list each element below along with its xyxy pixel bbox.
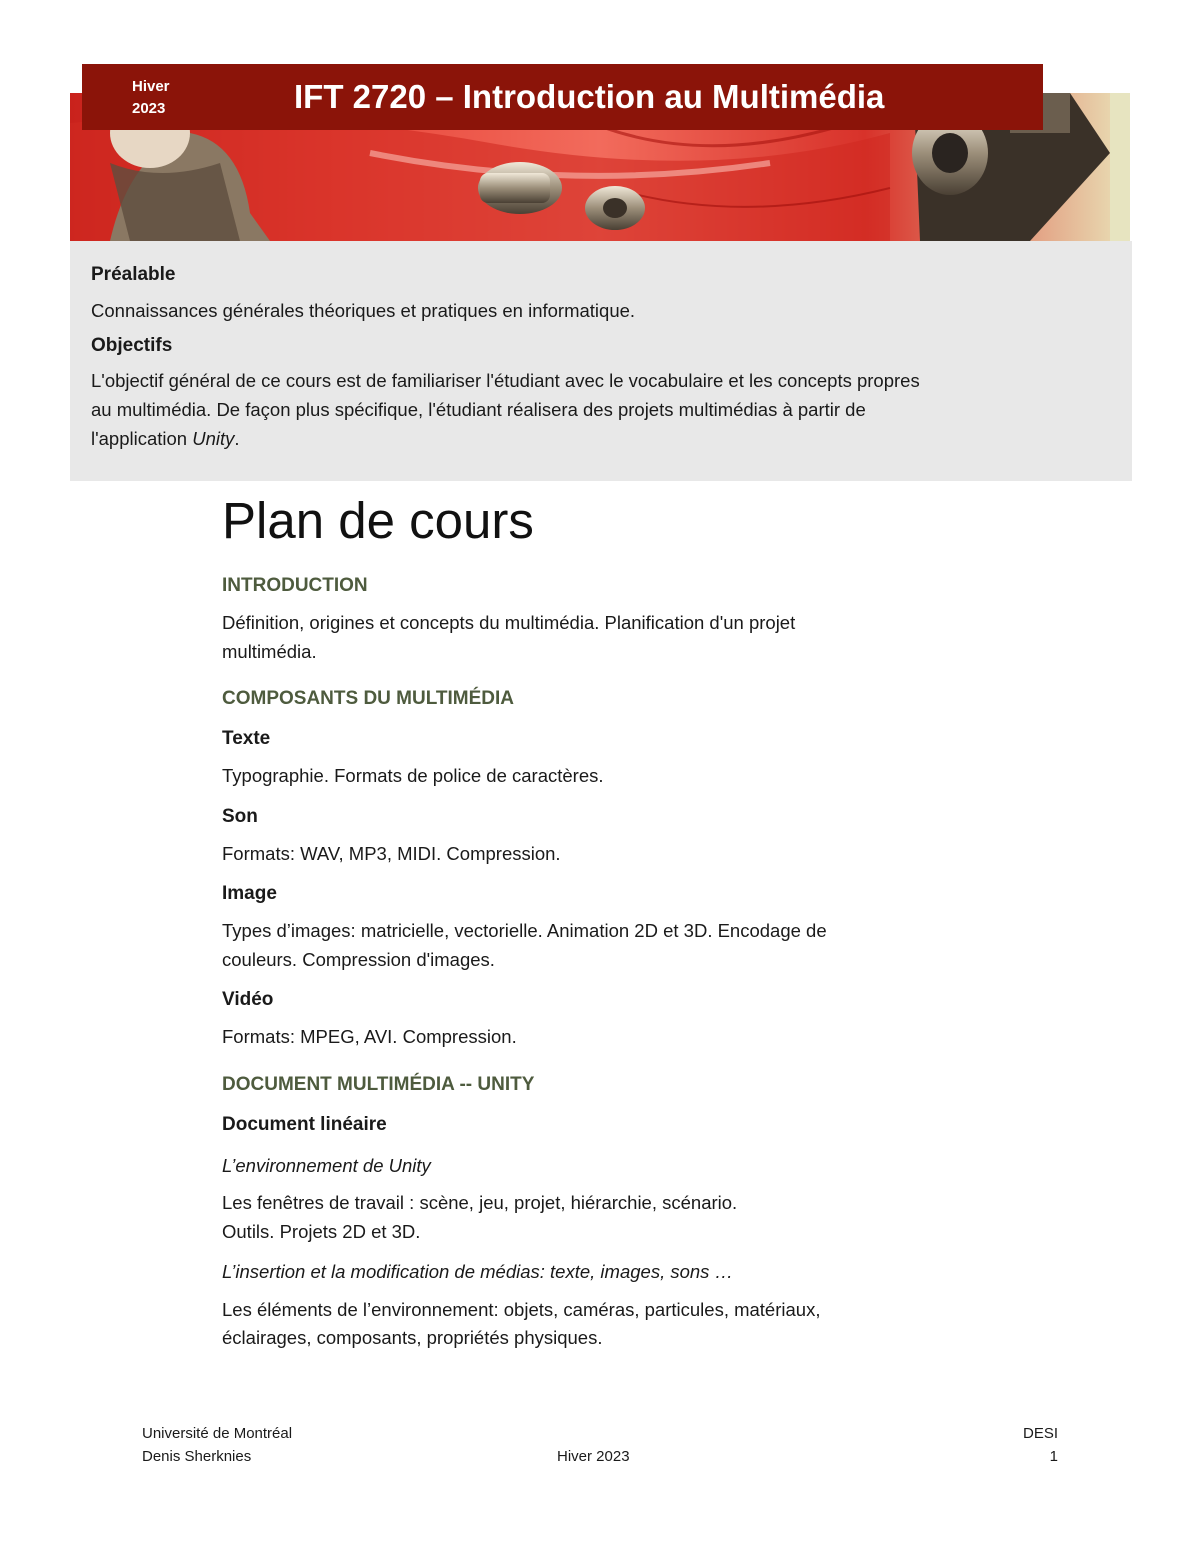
image-text-line: couleurs. Compression d'images. — [222, 948, 495, 970]
semester-label — [132, 76, 170, 120]
texte-text: Typographie. Formats de police de caractères. — [222, 765, 604, 786]
footer-department: DESI — [1022, 1425, 1058, 1442]
subheading-son: Son — [222, 805, 258, 827]
subheading-video: Vidéo — [222, 989, 274, 1010]
insertion-subtitle: L’insertion et la modification de médias: texte, images, sons … — [222, 1261, 734, 1282]
prerequisite-text: Connaissances générales théoriques et pratiques en informatique. — [91, 300, 636, 321]
objectives-line: L'objectif général de ce cours est de familiariser l'étudiant avec le vocabulaire et les concepts propres — [91, 370, 920, 391]
section-heading-introduction: INTRODUCTION — [222, 575, 368, 596]
environment-text-line: Les fenêtres de travail : scène, jeu, projet, hiérarchie, scénario. — [222, 1192, 738, 1213]
subheading-linear-document: Document linéaire — [222, 1113, 387, 1135]
semester-year: 2023 — [132, 100, 166, 117]
section-heading-document: DOCUMENT MULTIMÉDIA -- UNITY — [222, 1073, 535, 1095]
environment-text-line: Outils. Projets 2D et 3D. — [222, 1220, 421, 1242]
objectives-text — [91, 366, 1101, 453]
page-number: 1 — [1049, 1448, 1058, 1465]
objectives-heading: Objectifs — [91, 335, 173, 356]
prerequisite-heading: Préalable — [91, 264, 176, 285]
unity-app-name: Unity — [192, 428, 235, 449]
footer-author: Denis Sherknies — [142, 1448, 252, 1465]
course-title: IFT 2720 – Introduction au Multimédia — [294, 78, 885, 115]
objectives-line: au multimédia. De façon plus spécifique, l'étudiant réalisera des projets multimédias à partir de — [91, 399, 866, 420]
intro-text-line: Définition, origines et concepts du multimédia. Planification d'un projet — [222, 612, 796, 633]
objectives-line-suffix: . — [234, 428, 240, 449]
elements-text-line: Les éléments de l’environnement: objets, caméras, particules, matériaux, — [222, 1298, 821, 1320]
semester-season: Hiver — [132, 78, 170, 95]
intro-text-line: multimédia. — [222, 640, 317, 662]
course-info-box — [70, 241, 1132, 481]
plan-title: Plan de cours — [222, 492, 534, 549]
video-text: Formats: MPEG, AVI. Compression. — [222, 1026, 517, 1047]
image-text-line: Types d’images: matricielle, vectorielle. Animation 2D et 3D. Encodage de — [222, 920, 827, 941]
course-title-bar — [82, 64, 1043, 130]
objectives-line — [91, 424, 1101, 453]
section-heading-components: COMPOSANTS DU MULTIMÉDIA — [222, 688, 515, 709]
son-text: Formats: WAV, MP3, MIDI. Compression. — [222, 842, 561, 864]
elements-text-line: éclairages, composants, propriétés physiques. — [222, 1327, 603, 1348]
course-plan — [222, 490, 962, 1353]
footer-semester: Hiver 2023 — [557, 1448, 630, 1465]
subheading-image: Image — [222, 883, 277, 904]
objectives-line-prefix: l'application — [91, 428, 193, 449]
footer-university: Université de Montréal — [142, 1425, 293, 1442]
environment-subtitle: L’environnement de Unity — [222, 1154, 431, 1176]
subheading-texte: Texte — [222, 728, 271, 749]
